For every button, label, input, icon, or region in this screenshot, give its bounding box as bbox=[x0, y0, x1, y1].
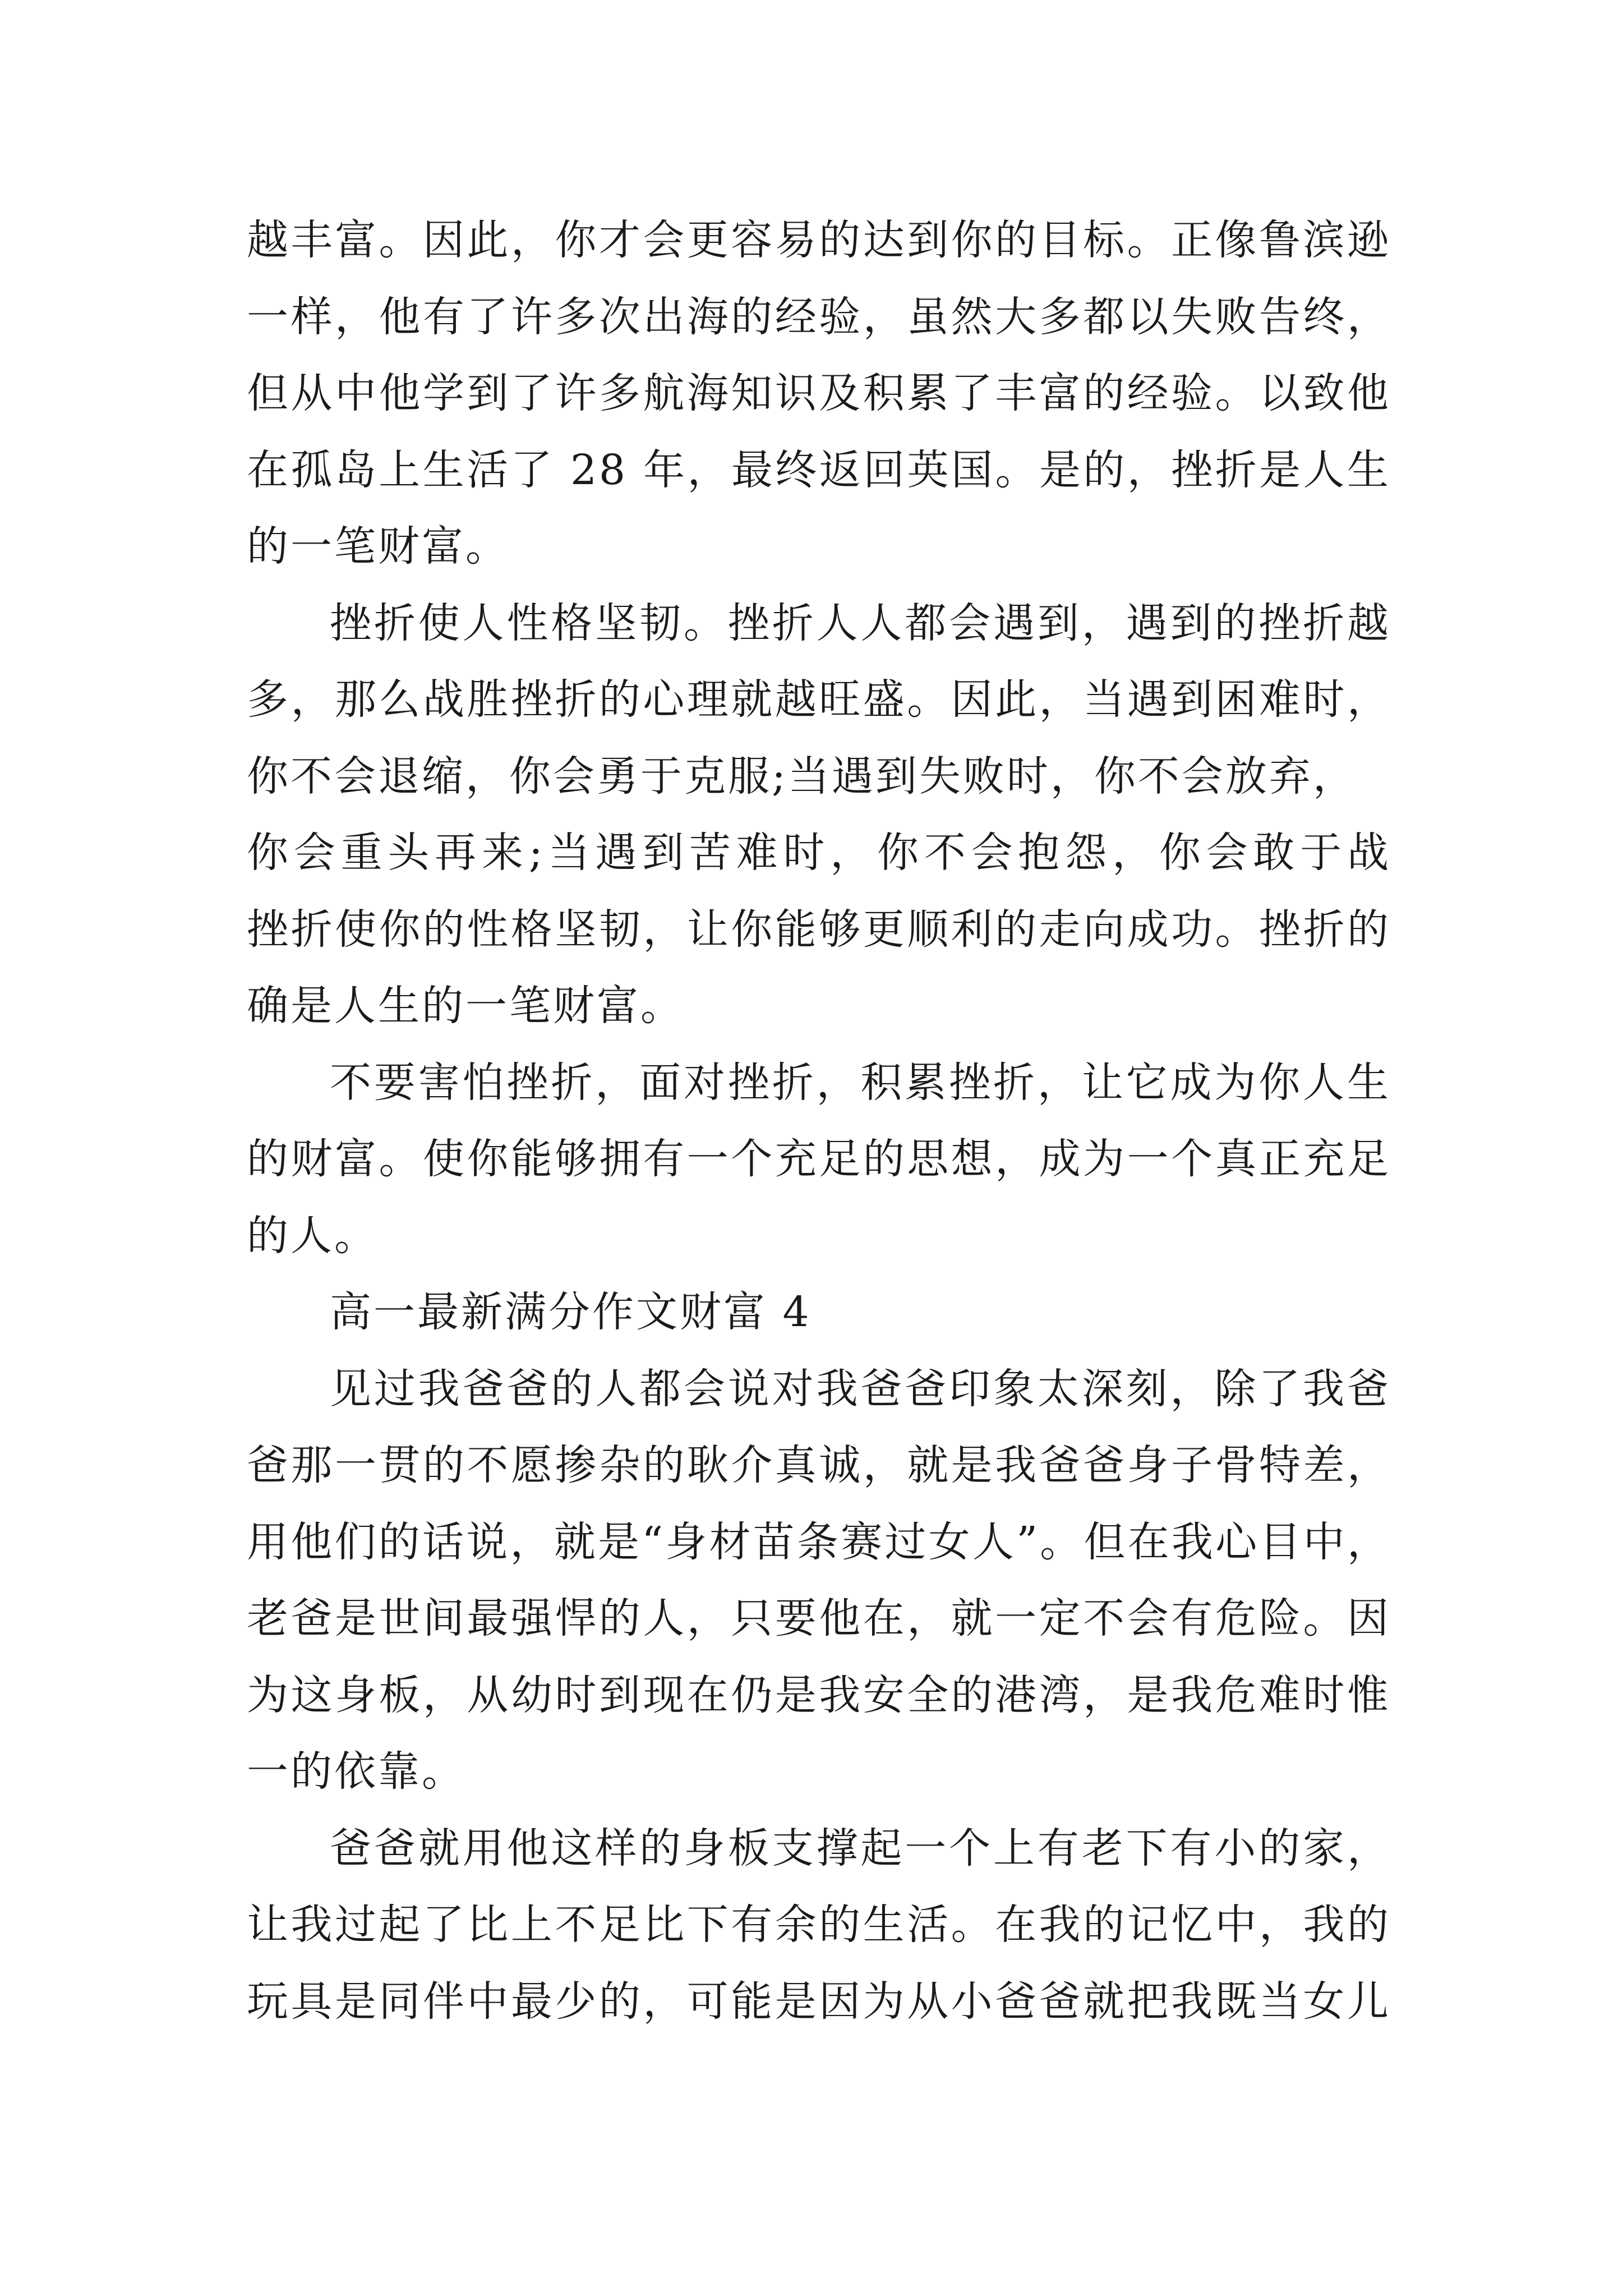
text-line: 多，那么战胜挫折的心理就越旺盛。因此，当遇到困难时， bbox=[247, 675, 1391, 724]
text-line: 让我过起了比上不足比下有余的生活。在我的记忆中，我的 bbox=[247, 1901, 1391, 1949]
text-line: 你会重头再来;当遇到苦难时，你不会抱怨，你会敢于战 bbox=[247, 829, 1391, 877]
text-line: 玩具是同伴中最少的，可能是因为从小爸爸就把我既当女儿 bbox=[247, 1977, 1391, 2026]
text-line: 越丰富。因此，你才会更容易的达到你的目标。正像鲁滨逊 bbox=[247, 216, 1391, 264]
text-line: 不要害怕挫折，面对挫折，积累挫折，让它成为你人生 bbox=[330, 1058, 1391, 1107]
text-line: 你不会退缩，你会勇于克服;当遇到失败时，你不会放弃， bbox=[247, 752, 1357, 800]
section-heading: 高一最新满分作文财富 4 bbox=[330, 1288, 811, 1336]
text-line: 的财富。使你能够拥有一个充足的思想，成为一个真正充足 bbox=[247, 1135, 1391, 1183]
text-line: 的一笔财富。 bbox=[247, 522, 509, 570]
text-line: 见过我爸爸的人都会说对我爸爸印象太深刻，除了我爸 bbox=[330, 1364, 1391, 1413]
text-line: 一样，他有了许多次出海的经验，虽然大多都以失败告终， bbox=[247, 292, 1391, 341]
text-line: 用他们的话说，就是“身材苗条赛过女人”。但在我心目中， bbox=[247, 1517, 1391, 1566]
text-line: 老爸是世间最强悍的人，只要他在，就一定不会有危险。因 bbox=[247, 1594, 1391, 1642]
text-line: 爸爸就用他这样的身板支撑起一个上有老下有小的家， bbox=[330, 1824, 1391, 1872]
body-text bbox=[247, 202, 1391, 2040]
text-line: 确是人生的一笔财富。 bbox=[247, 982, 684, 1030]
text-line: 挫折使人性格坚韧。挫折人人都会遇到，遇到的挫折越 bbox=[330, 599, 1391, 647]
text-line: 一的依靠。 bbox=[247, 1747, 465, 1796]
text-line: 在孤岛上生活了 28 年，最终返回英国。是的，挫折是人生 bbox=[247, 445, 1391, 494]
text-line: 的人。 bbox=[247, 1211, 378, 1260]
text-line: 为这身板，从幼时到现在仍是我安全的港湾，是我危难时惟 bbox=[247, 1671, 1391, 1719]
text-line: 但从中他学到了许多航海知识及积累了丰富的经验。以致他 bbox=[247, 369, 1391, 417]
text-line: 挫折使你的性格坚韧，让你能够更顺利的走向成功。挫折的 bbox=[247, 905, 1391, 954]
text-line: 爸那一贯的不愿掺杂的耿介真诚，就是我爸爸身子骨特差， bbox=[247, 1441, 1391, 1489]
